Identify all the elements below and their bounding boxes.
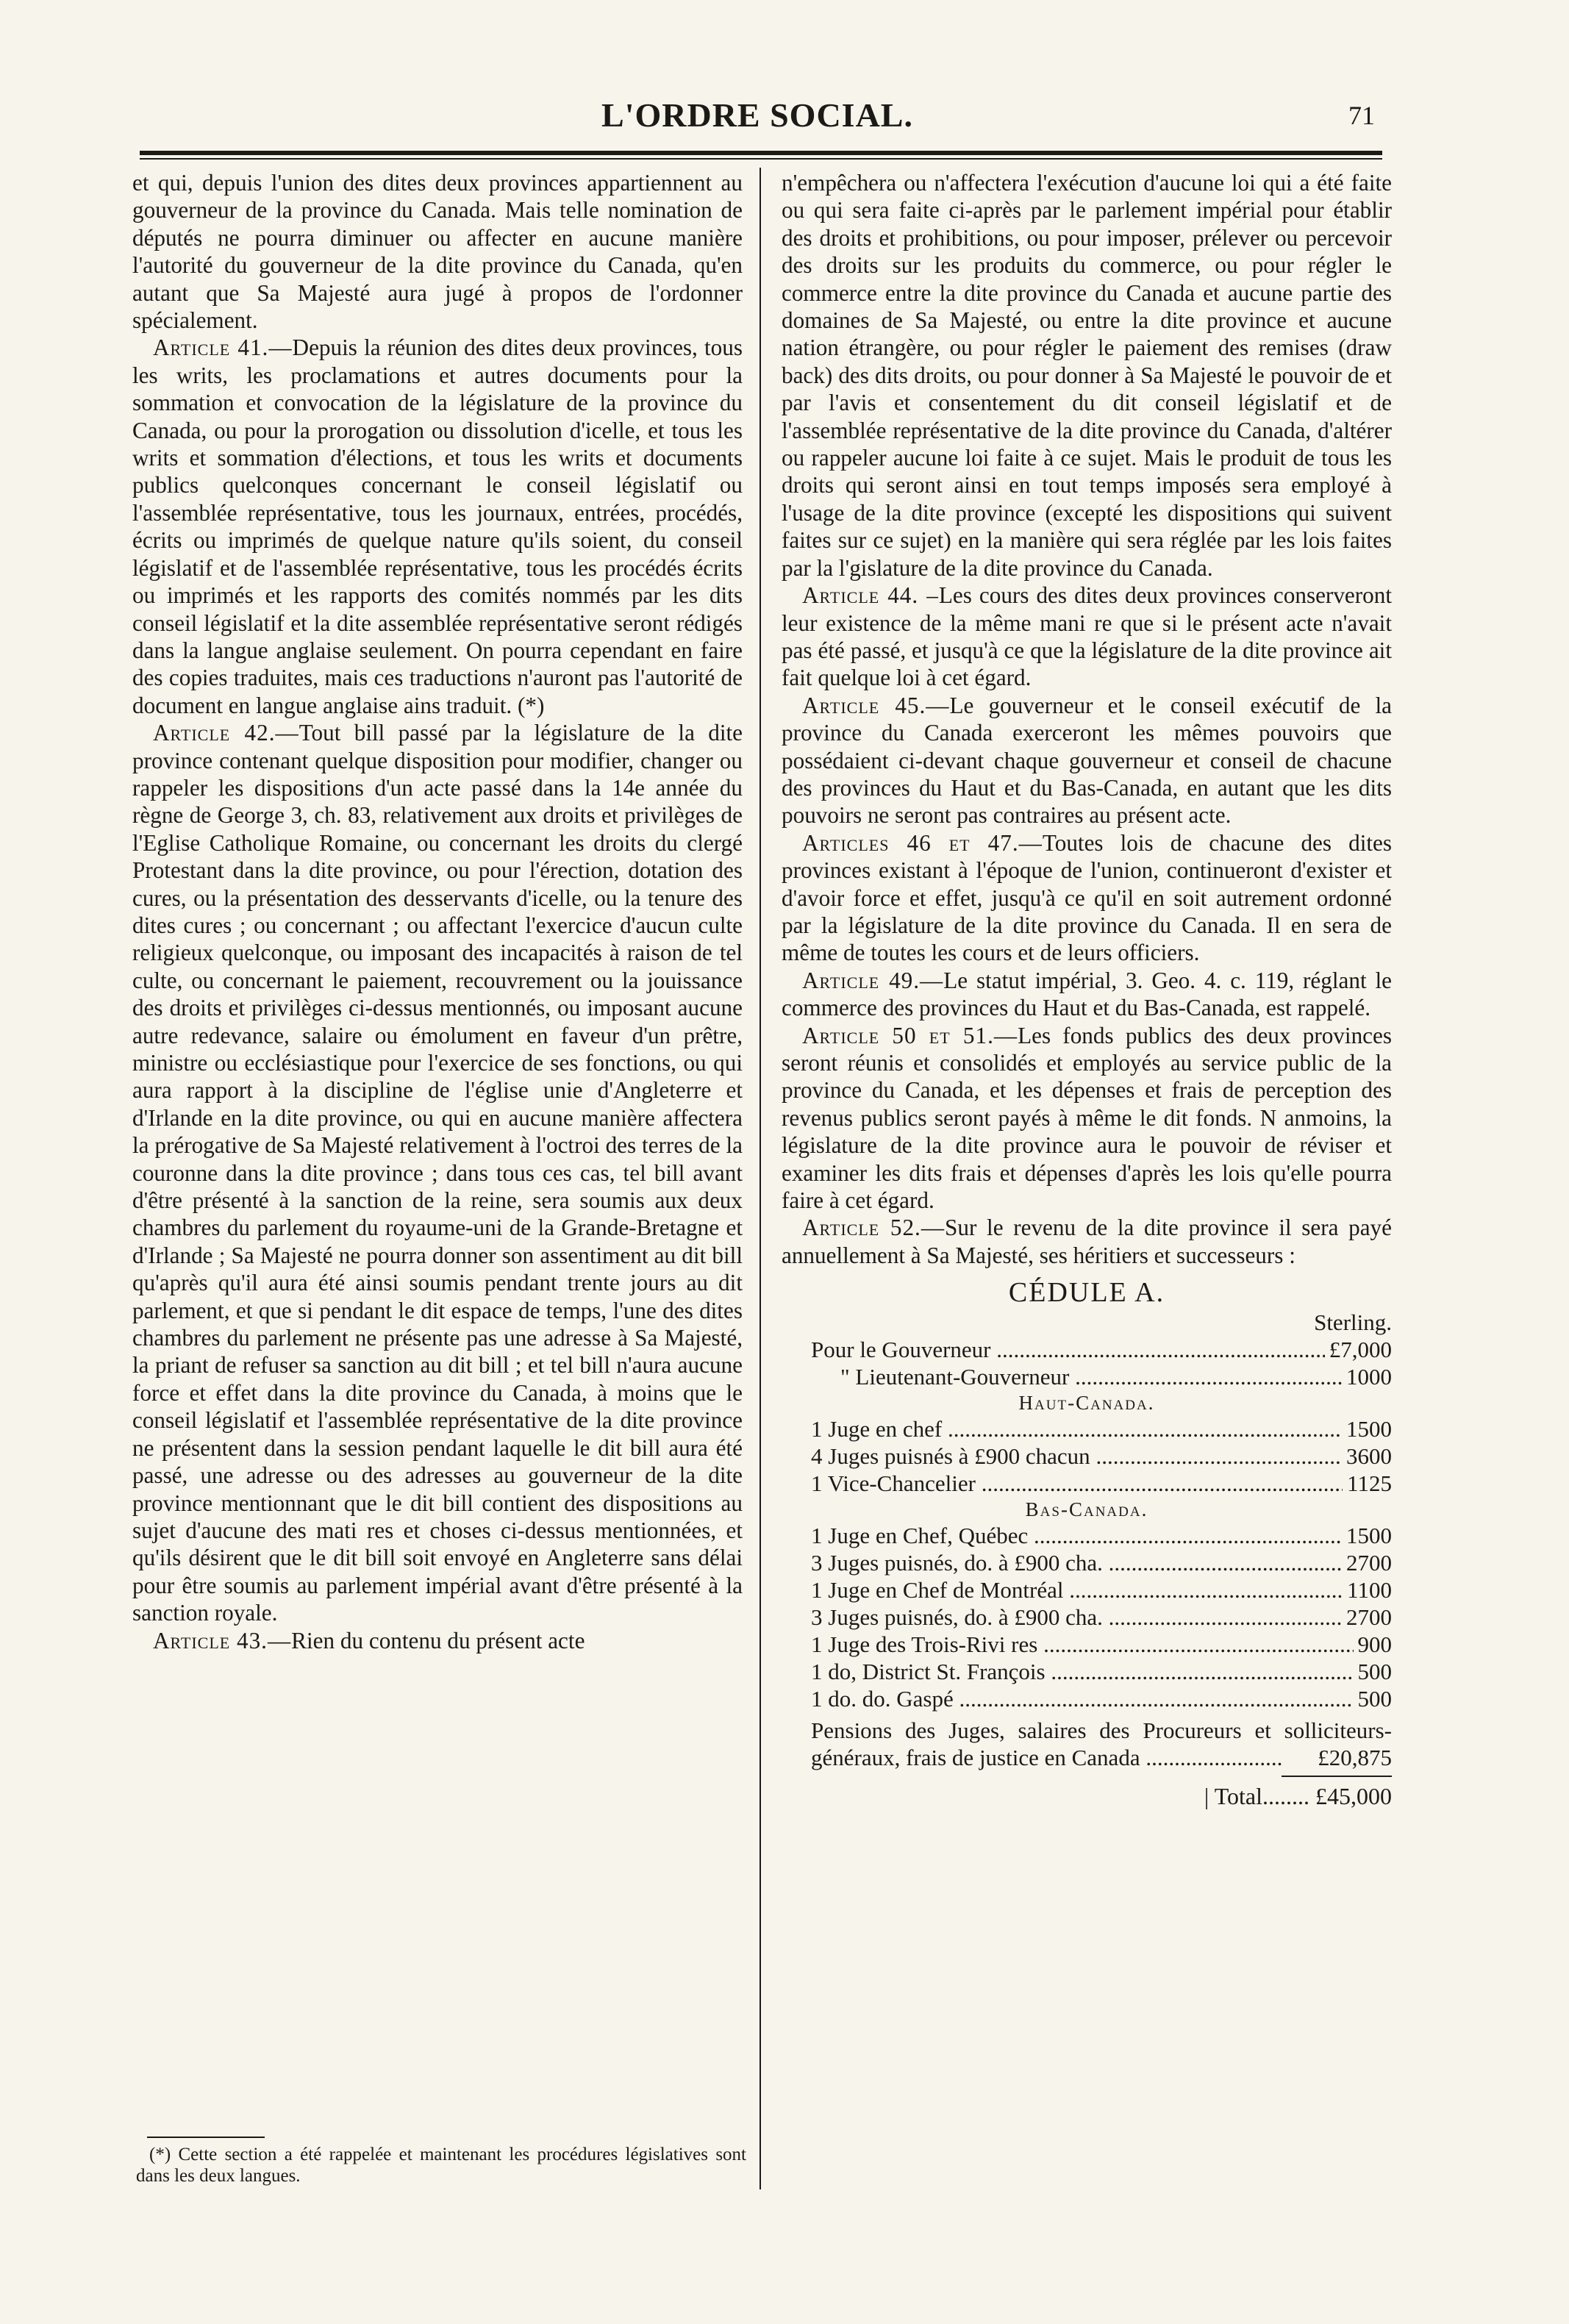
row-label: 1 do. do. Gaspé ..... bbox=[782, 1685, 1354, 1712]
row-label: 1 Juge en chef ..... bbox=[782, 1415, 1342, 1442]
paragraph: et qui, depuis l'union des dites deux provinces appartiennent au gouverneur de la province du Canada. Mais telle nomination de députés ne pourra diminuer ou affecter en aucune manière l'autorité du gouverneur de la dite province du Canada, qu'en autant que Sa Majesté aura jugé à propos de l'ordonner spécialement. bbox=[132, 170, 743, 334]
article-50-51 bbox=[782, 1022, 1392, 1215]
article-43 bbox=[132, 1627, 743, 1654]
row-label: 3 Juges puisnés, do. à £900 cha. ..... bbox=[782, 1549, 1342, 1576]
schedule-row bbox=[782, 1470, 1392, 1497]
row-value: 2700 bbox=[1346, 1604, 1392, 1631]
article-46-47 bbox=[782, 829, 1392, 967]
article-label: Articles 46 et 47.— bbox=[802, 829, 1043, 856]
running-title: L'ORDRE SOCIAL. bbox=[601, 96, 913, 134]
schedule-a bbox=[782, 1279, 1392, 1810]
row-value: 1125 bbox=[1347, 1470, 1392, 1497]
row-label: 1 Juge des Trois-Rivi res ..... bbox=[782, 1631, 1354, 1658]
row-value: 1100 bbox=[1347, 1577, 1392, 1603]
row-label: 3 Juges puisnés, do. à £900 cha. ..... bbox=[782, 1603, 1342, 1631]
row-value: 500 bbox=[1357, 1659, 1392, 1685]
article-41 bbox=[132, 334, 743, 719]
article-label: Article 44. – bbox=[802, 582, 939, 609]
section-bas-canada: Bas-Canada. bbox=[1025, 1498, 1148, 1521]
article-text: Tout bill passé par la législature de la dite province contenant quelque disposition pour modifier, changer ou rappeler les dispositions d'un acte passé dans la 14e année du règne de George 3, ch. 83, relativement aux droits et privilèges de l'Eglise Catholique Romaine, ou concernant les droits du clergé Protestant dans la dite province, ou pour l'érection, dotation des cures, ou la présentation des desservants d'icelle, ou la tenure des dites cures ; ou concernant ; ou affectant l'exercice d'aucun culte religieux quelconque, ou imposant des incapacités à raison de tel culte, ou concernant le paiement, recouvrement ou la jouissance des droits et privilèges ci-dessus mentionnés, ou imposant aucune autre redevance, salaire ou émolument en faveur d'un prêtre, ministre ou ecclésiastique pour l'exercice de ses fonctions, ou qui aura rapport à la discipline de l'église unie d'Angleterre et d'Irlande en la dite province, ou qui en aucune manière affectera la prérogative de Sa Majesté relativement à l'octroi des terres de la couronne dans la dite province ; dans tous ces cas, tel bill avant d'être présenté à la sanction de la reine, sera soumis aux deux chambres du parlement du royaume-uni de la Grande-Bretagne et d'Irlande ; Sa Majesté ne pourra donner son assentiment au dit bill qu'après qu'il aura été ainsi soumis pendant trente jours au dit parlement, et que si pendant le dit espace de temps, l'une des dites chambres du parlement ne présente pas une adresse à Sa Majesté, la priant de refuser sa sanction au dit bill ; et tel bill n'aura aucune force et effet dans la dite province du Canada, à moins que le conseil législatif et l'assemblée représentative de la dite province ne présentent dans la session pendant laquelle le dit bill aura été passé, une adresse ou des adresses au gouverneur de la dite province mentionnant que le dit bill contient des dispositions au sujet d'aucune des mati res et choses ci-dessus mentionnées, et qu'ils désirent que le dit bill soit envoyé en Angleterre sans délai pour être soumis au parlement impérial avant d'être présenté à la sanction royale. bbox=[132, 720, 743, 1626]
column-divider bbox=[760, 168, 761, 2189]
schedule-row bbox=[782, 1336, 1392, 1363]
header-rule bbox=[140, 151, 1382, 160]
schedule-currency: Sterling. bbox=[1314, 1309, 1392, 1335]
footnote-rule bbox=[147, 2137, 265, 2138]
article-text: Depuis la réunion des dites deux provinces, tous les writs, les proclamations et autres documents pour la sommation et convocation de la législature de la province du Canada, ou pour la prorogation ou dissolution d'icelle, et tous les writs et sommation d'élections, et tous les writs et documents publics quelconques concernant le conseil législatif ou l'assemblée représentative, tous les journaux, entrées, procédés, écrits ou imprimés de quelque nature qu'ils soient, du conseil législatif et de l'assemblée représentative, tous les procédés écrits ou imprimés et les rapports des comités nommés par les dits conseil législatif et la dite assemblée représentative seront rédigés dans la langue anglaise seulement. On pourra cependant en faire des copies traduites, mais ces traductions n'auront pas l'autorité de document en langue anglaise ains traduit. (*) bbox=[132, 335, 743, 718]
row-value: 1000 bbox=[1346, 1364, 1392, 1390]
row-label: 1 do, District St. François ..... bbox=[782, 1658, 1354, 1685]
article-text: Les fonds publics des deux provinces seront réunis et consolidés et employés au service public de la province du Canada, et les dépenses et frais de perception des revenus publics seront payés à même le dit fonds. N anmoins, la législature de la dite province aura le pouvoir de réviser et examiner les dits frais et dépenses d'après les lois qu'elle pourra faire à cet égard. bbox=[782, 1022, 1392, 1214]
article-44 bbox=[782, 582, 1392, 692]
row-value: 1500 bbox=[1346, 1416, 1392, 1442]
article-text: Toutes lois de chacune des dites provinces existant à l'époque de l'union, continueront d'exister et d'avoir force et effet, jusqu'à ce qu'il en soit autrement ordonné par la législature de la dite province du Canada. Il en sera de même de toutes les cours et de leurs officiers. bbox=[782, 829, 1392, 966]
pensions-entry bbox=[782, 1717, 1392, 1771]
page-number: 71 bbox=[1348, 101, 1375, 130]
pensions-label: Pensions des Juges, salaires des Procureurs et solliciteurs-généraux, frais de justice en Canada bbox=[811, 1717, 1392, 1771]
row-value: 500 bbox=[1357, 1686, 1392, 1712]
row-value: 3600 bbox=[1346, 1443, 1392, 1470]
schedule-row bbox=[782, 1522, 1392, 1549]
schedule-row bbox=[782, 1631, 1392, 1658]
article-text: Rien du contenu du présent acte bbox=[291, 1627, 585, 1653]
row-label: " Lieutenant-Gouverneur ..... bbox=[782, 1363, 1342, 1390]
article-label: Article 43.— bbox=[153, 1627, 292, 1653]
paragraph: n'empêchera ou n'affectera l'exécution d'aucune loi qui a été faite ou qui sera faite ci-après par le parlement impérial pour établir des droits et prohibitions, ou pour imposer, prélever ou percevoir des droits sur les produits du commerce, ou pour régler le commerce entre la dite province du Canada et aucune partie des domaines de Sa Majesté, ou entre la dite province et aucune nation étrangère, ou pour régler le paiement des remises (draw back) des dits droits, ou pour donner à Sa Majesté le pouvoir de et par l'avis et consentement du dit conseil législatif et de l'assemblée représentative de la dite province du Canada, d'altérer ou rappeler aucune loi faite à ce sujet. Mais le produit de tous les droits qui seront ainsi en tout temps imposés sera employé à l'usage de la dite province (excepté les dispositions qui suivent faites sur ce sujet) en la manière qui sera réglée par les lois faites par la l'gislature de la dite province du Canada. bbox=[782, 170, 1392, 581]
total-label: | Total........ bbox=[1204, 1783, 1309, 1810]
article-text: Le statut impérial, 3. Geo. 4. c. 119, réglant le commerce des provinces du Haut et du Bas-Canada, est rappelé. bbox=[782, 967, 1392, 1021]
total-rule bbox=[1282, 1776, 1392, 1777]
article-text: Les cours des dites deux provinces conserveront leur existence de la même mani re que si le présent acte n'avait pas été passé, et jusqu'à ce que la législature de la dite province ait fait quelque loi à cet égard. bbox=[782, 582, 1392, 691]
schedule-row bbox=[782, 1603, 1392, 1631]
schedule-row bbox=[782, 1658, 1392, 1685]
pensions-dots: ........................ bbox=[1146, 1745, 1283, 1771]
article-label: Article 52.— bbox=[802, 1215, 946, 1241]
article-52 bbox=[782, 1214, 1392, 1269]
right-column bbox=[782, 169, 1392, 1810]
article-label: Article 49.— bbox=[802, 967, 944, 993]
article-text: Le gouverneur et le conseil exécutif de la province du Canada exerceront les mêmes pouvoirs que possédaient ci-devant chaque gouverneur et conseil de chacune des provinces du Haut et du Bas-Canada, en autant que les dits pouvoirs ne seront pas contraires au présent acte. bbox=[782, 692, 1393, 829]
article-42 bbox=[132, 719, 743, 1626]
row-value: 1500 bbox=[1346, 1523, 1392, 1549]
row-label: Pour le Gouverneur ..... bbox=[782, 1336, 1325, 1363]
row-label: 4 Juges puisnés à £900 chacun ..... bbox=[782, 1442, 1342, 1470]
schedule-row bbox=[782, 1363, 1392, 1390]
left-column bbox=[132, 169, 743, 1654]
article-label: Article 45.— bbox=[802, 692, 950, 718]
total-value: £45,000 bbox=[1315, 1783, 1392, 1810]
schedule-row bbox=[782, 1576, 1392, 1603]
row-value: £7,000 bbox=[1329, 1337, 1392, 1363]
row-label: 1 Juge en Chef de Montréal ..... bbox=[782, 1576, 1343, 1603]
article-text: Sur le revenu de la dite province il sera payé annuellement à Sa Majesté, ses héritiers et successeurs : bbox=[782, 1215, 1392, 1268]
row-value: 900 bbox=[1357, 1631, 1392, 1658]
schedule-row bbox=[782, 1442, 1392, 1470]
row-value: 2700 bbox=[1346, 1550, 1392, 1576]
schedule-row bbox=[782, 1549, 1392, 1576]
page-header bbox=[140, 96, 1375, 147]
article-49 bbox=[782, 967, 1392, 1022]
article-label: Article 42.— bbox=[153, 720, 299, 746]
row-label: 1 Vice-Chancelier ..... bbox=[782, 1470, 1343, 1497]
row-label: 1 Juge en Chef, Québec ..... bbox=[782, 1522, 1342, 1549]
article-label: Article 50 et 51.— bbox=[802, 1022, 1018, 1048]
pensions-value: £20,875 bbox=[1318, 1745, 1392, 1771]
article-45 bbox=[782, 692, 1392, 829]
article-label: Article 41.— bbox=[153, 335, 293, 361]
section-haut-canada: Haut-Canada. bbox=[1018, 1392, 1155, 1415]
schedule-row bbox=[782, 1685, 1392, 1712]
footnote: (*) Cette section a été rappelée et maintenant les procédures législatives sont dans les deux langues. bbox=[136, 2145, 746, 2186]
total-row bbox=[782, 1783, 1392, 1810]
schedule-row bbox=[782, 1415, 1392, 1442]
schedule-title: CÉDULE A. bbox=[1008, 1277, 1165, 1309]
